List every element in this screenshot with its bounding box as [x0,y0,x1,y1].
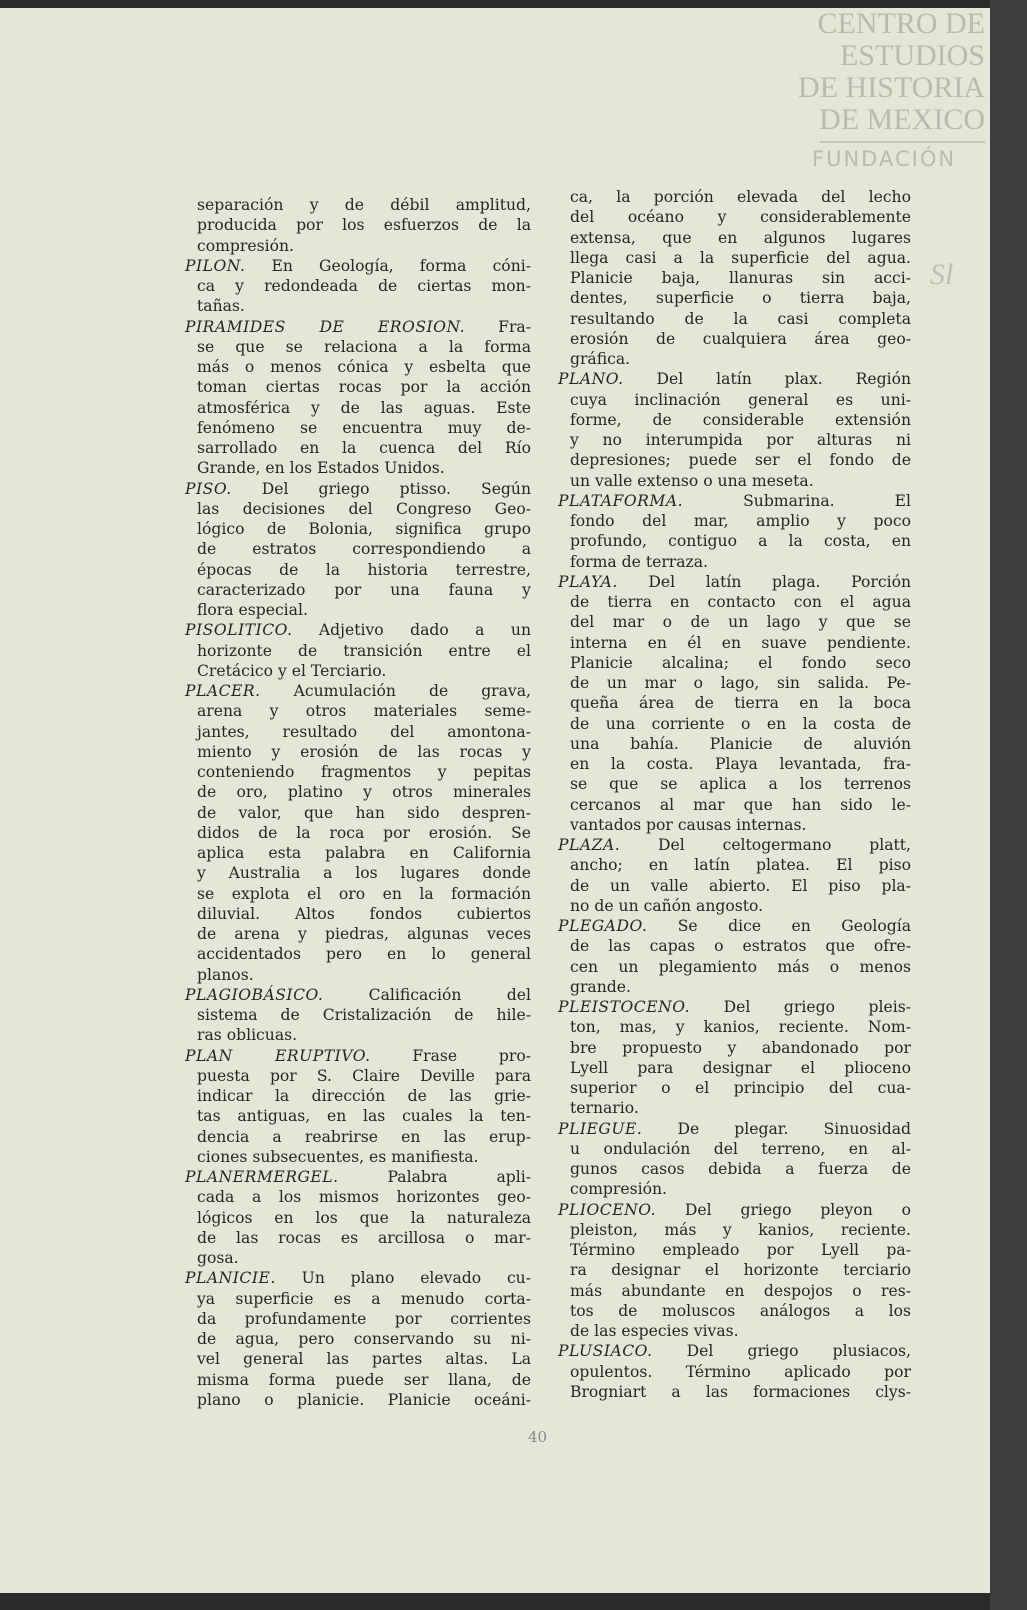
text-line [558,511,911,531]
text-line [185,722,531,742]
entry-headword: PLATAFORMA. [558,491,684,510]
line-text: misma forma puede ser llana, de [197,1370,531,1389]
text-line [185,1127,531,1147]
watermark-institution [780,8,985,136]
text-line [558,309,911,329]
text-line [558,1260,911,1280]
text-line [185,276,531,296]
text-line [185,863,531,883]
text-line [185,1005,531,1025]
line-text: Frase pro- [370,1046,531,1065]
text-line [185,1309,531,1329]
text-line [558,1038,911,1058]
text-line [185,782,531,802]
line-text: un valle extenso o una meseta. [570,471,814,490]
text-line [558,754,911,774]
line-text: de estratos correspondiendo a [197,540,531,559]
line-text: de tierra en contacto con el agua [570,593,911,611]
line-text: Brogniart a las formaciones clys- [570,1382,911,1401]
text-line [185,965,531,985]
line-text: conteniendo fragmentos y pepitas [197,763,531,781]
text-line [558,1382,911,1402]
line-text: Del latín plaga. Porción [617,572,911,591]
line-text: planos. [197,965,254,984]
line-text: profundo, contiguo a la costa, en [570,532,911,551]
entry-headword: PLANERMERGEL. [185,1168,339,1186]
watermark-line: ESTUDIOS [839,39,985,72]
text-line [558,390,911,410]
text-line [185,1147,531,1167]
text-line [558,288,911,308]
text-line [185,438,531,458]
line-text: cuya inclinación general es uni- [570,390,911,409]
text-line [185,884,531,904]
line-text: ra designar el horizonte terciario [570,1261,911,1280]
line-text: lógico de Bolonia, significa grupo [197,520,531,538]
entry-headword: PLIEGUE. [558,1119,643,1138]
line-text: fenómeno se encuentra muy de- [197,418,531,437]
text-line [185,357,531,377]
line-text: Fra- [465,317,531,336]
watermark-line: DE MEXICO [819,103,985,136]
line-text: sarrollado en la cuenca del Río [197,439,531,457]
line-text: épocas de la historia terrestre, [197,560,531,579]
line-text: Del griego pleis- [690,998,911,1016]
text-line [558,349,911,369]
right-text-column [558,187,911,1402]
text-line [558,450,911,470]
text-line [558,855,911,875]
entry-first-line [558,1119,911,1139]
line-text: puesta por S. Claire Deville para [197,1066,531,1085]
text-line [558,1159,911,1179]
line-text: interna en él en suave pendiente. [570,633,911,652]
text-line [558,977,911,997]
text-line [185,1208,531,1228]
watermark-foundation: FUNDACIÓN [812,147,957,171]
line-text: en la costa. Playa levantada, fra- [570,755,911,773]
text-line [558,430,911,450]
watermark-line: DE HISTORIA [798,71,985,104]
text-line [558,329,911,349]
line-text: de las rocas es arcillosa o mar- [197,1228,531,1247]
line-text: fondo del mar, amplio y poco [570,512,911,530]
text-line [185,944,531,964]
page-number: 40 [528,1428,548,1446]
line-text: ancho; en latín platea. El piso [570,856,911,875]
line-text: arena y otros materiales seme- [197,702,531,721]
text-line [185,823,531,843]
line-text: Palabra apli- [338,1168,531,1186]
entry-headword: PLACER. [185,682,261,700]
line-text: atmosférica y de las aguas. Este [197,398,531,417]
entry-first-line [558,1341,911,1361]
entry-headword: PLAZA. [558,836,621,854]
line-text: forma de terraza. [570,552,708,571]
line-text: dentes, superficie o tierra baja, [570,289,911,308]
text-line [558,896,911,916]
text-line [558,471,911,491]
text-line [185,539,531,559]
text-line [558,531,911,551]
text-line [185,1248,531,1268]
line-text: horizonte de transición entre el [197,641,531,660]
text-line [185,519,531,539]
text-line [558,714,911,734]
line-text: Del griego pleyon o [656,1200,911,1219]
line-text: cada a los mismos horizontes geo- [197,1188,531,1207]
text-line [558,592,911,612]
entry-first-line [558,997,911,1017]
entry-headword: PILON. [185,256,246,275]
line-text: Se dice en Geología [647,917,911,935]
line-text: compresión. [197,236,294,255]
line-text: didos de la roca por erosión. Se [197,823,531,842]
text-line [558,410,911,430]
line-text: gráfica. [570,350,631,368]
line-text: Lyell para designar el plioceno [570,1058,911,1077]
line-text: las decisiones del Congreso Geo- [197,499,531,518]
line-text: vantados por causas internas. [570,815,807,834]
document-page [0,8,990,1593]
text-line [558,815,911,835]
text-line [558,734,911,754]
text-line [185,1349,531,1369]
line-text: diluvial. Altos fondos cubiertos [197,904,531,923]
text-line [185,458,531,478]
text-line [185,296,531,316]
text-line [558,1362,911,1382]
line-text: no de un cañón angosto. [570,896,764,915]
text-line [558,268,911,288]
line-text: Planicie alcalina; el fondo seco [570,653,911,672]
line-text: de agua, pero conservando su ni- [197,1330,531,1348]
line-text: accidentados pero en lo general [197,945,531,964]
text-line [558,207,911,227]
text-line [558,187,911,207]
line-text: Cretácico y el Terciario. [197,661,387,680]
entry-first-line [558,1200,911,1220]
text-line [558,957,911,977]
line-text: da profundamente por corrientes [197,1309,531,1328]
line-text: Submarina. El [683,491,911,510]
line-text: de un valle abierto. El piso pla- [570,876,911,895]
line-text: bre propuesto y abandonado por [570,1038,911,1057]
text-line [185,1370,531,1390]
text-line [558,1139,911,1159]
line-text: producida por los esfuerzos de la [197,216,531,235]
text-line [185,661,531,681]
text-line [185,560,531,580]
text-line [185,1187,531,1207]
line-text: de un mar o lago, sin salida. Pe- [570,674,911,692]
entry-first-line [185,1046,531,1066]
entry-headword: PLAYA. [558,572,618,591]
text-line [558,552,911,572]
line-text: miento y erosión de las rocas y [197,742,531,761]
line-text: ca y redondeada de ciertas mon- [197,277,531,295]
line-text: Planicie baja, llanuras sin acci- [570,269,911,287]
line-text: más abundante en despojos o res- [570,1281,911,1300]
line-text: y Australia a los lugares donde [197,864,531,883]
text-line [558,653,911,673]
text-line [558,1321,911,1341]
text-line [185,1066,531,1086]
watermark-line: CENTRO DE [817,7,985,40]
text-line [185,924,531,944]
text-line [185,600,531,620]
entry-first-line [185,479,531,499]
text-line [185,418,531,438]
line-text: se que se aplica a los terrenos [570,775,911,794]
line-text: superior o el principio del cua- [570,1079,911,1097]
line-text: gosa. [197,1249,239,1267]
line-text: del mar o de un lago y que se [570,613,911,632]
entry-first-line [558,491,911,511]
entry-headword: PLIOCENO. [558,1200,657,1219]
line-text: erosión de cualquiera área geo- [570,329,911,348]
line-text: ton, mas, y kanios, reciente. Nom- [570,1018,911,1037]
entry-headword: PLUSIACO. [558,1342,653,1361]
entry-first-line [558,835,911,855]
line-text: En Geología, forma cóni- [245,256,531,275]
text-line [185,641,531,661]
line-text: toman ciertas rocas por la acción [197,378,531,397]
text-line [558,633,911,653]
text-line [558,1220,911,1240]
entry-first-line [185,1268,531,1288]
text-line [558,1098,911,1118]
line-text: aplica esta palabra en California [197,844,531,862]
entry-first-line [185,681,531,701]
line-text: ca, la porción elevada del lecho [570,188,911,206]
text-line [185,398,531,418]
line-text: Adjetivo dado a un [292,621,531,640]
entry-first-line [558,572,911,592]
text-line [185,236,531,256]
line-text: queña área de tierra en la boca [570,694,911,713]
text-line [558,1301,911,1321]
entry-first-line [558,369,911,389]
line-text: Calificación del [323,985,531,1004]
line-text: De plegar. Sinuosidad [642,1119,911,1138]
text-line [185,1329,531,1349]
text-line [558,248,911,268]
scan-edge [990,0,1027,1610]
text-line [558,936,911,956]
text-line [185,843,531,863]
text-line [185,762,531,782]
text-line [185,215,531,235]
entry-first-line [185,620,531,640]
text-line [558,228,911,248]
entry-headword: PISO. [185,479,232,498]
line-text: se explota el oro en la formación [197,884,531,903]
line-text: dencia a reabrirse en las erup- [197,1127,531,1146]
line-text: de las especies vivas. [570,1322,739,1340]
line-text: de oro, platino y otros minerales [197,783,531,802]
line-text: llega casi a la superficie del agua. [570,248,911,267]
line-text: más o menos cónica y esbelta que [197,358,531,376]
text-line [185,377,531,397]
entry-first-line [185,1167,531,1187]
line-text: Acumulación de grava, [260,682,531,700]
entry-headword: PISOLITICO. [185,621,293,640]
entry-headword: PLAGIOBÁSICO. [185,985,324,1004]
line-text: se que se relaciona a la forma [197,337,531,356]
line-text: de las capas o estratos que ofre- [570,937,911,956]
text-line [558,795,911,815]
text-line [558,1078,911,1098]
entry-headword: PLAN ERUPTIVO. [185,1046,371,1065]
text-line [185,742,531,762]
line-text: cen un plegamiento más o menos [570,957,911,976]
line-text: tañas. [197,297,245,316]
line-text: flora especial. [197,601,308,619]
line-text: cercanos al mar que han sido le- [570,795,911,814]
text-line [185,1106,531,1126]
watermark-signature: Sl [930,258,954,291]
text-line [185,1289,531,1309]
line-text: Del latín plax. Región [623,370,911,389]
watermark-divider [820,141,985,143]
entry-first-line [185,317,531,337]
line-text: ya superficie es a menudo corta- [197,1289,531,1308]
line-text: ciones subsecuentes, es manifiesta. [197,1147,479,1166]
text-line [185,1025,531,1045]
line-text: caracterizado por una fauna y [197,580,531,599]
line-text: una bahía. Planicie de aluvión [570,734,911,753]
line-text: depresiones; puede ser el fondo de [570,451,911,470]
line-text: compresión. [570,1180,667,1199]
left-text-column [185,195,531,1410]
text-line [558,673,911,693]
entry-first-line [558,916,911,936]
line-text: de arena y piedras, algunas veces [197,925,531,943]
line-text: de una corriente o en la costa de [570,714,911,733]
line-text: ternario. [570,1099,639,1118]
line-text: Un plano elevado cu- [275,1269,531,1288]
line-text: separación y de débil amplitud, [197,196,531,214]
text-line [558,1281,911,1301]
text-line [558,693,911,713]
line-text: Grande, en los Estados Unidos. [197,459,445,478]
entry-first-line [185,256,531,276]
line-text: pleiston, más y kanios, reciente. [570,1220,911,1239]
entry-headword: PLEISTOCENO. [558,998,691,1016]
line-text: gunos casos debida a fuerza de [570,1160,911,1178]
text-line [185,701,531,721]
text-line [185,499,531,519]
text-line [558,1058,911,1078]
text-line [185,803,531,823]
line-text: forme, de considerable extensión [570,410,911,429]
text-line [185,1086,531,1106]
text-line [185,1390,531,1410]
line-text: Del celtogermano platt, [620,836,911,854]
line-text: lógicos en los que la naturaleza [197,1208,531,1227]
text-line [558,1240,911,1260]
line-text: grande. [570,977,631,996]
text-line [185,1228,531,1248]
line-text: Del griego plusiacos, [652,1342,911,1361]
line-text: y no interumpida por alturas ni [570,431,911,449]
line-text: sistema de Cristalización de hile- [197,1006,531,1024]
line-text: opulentos. Término aplicado por [570,1362,911,1381]
text-line [185,337,531,357]
text-line [558,876,911,896]
entry-headword: PLANICIE. [185,1269,276,1288]
line-text: tos de moluscos análogos a los [570,1301,911,1320]
text-line [558,774,911,794]
line-text: del océano y considerablemente [570,208,911,227]
text-line [558,1179,911,1199]
text-line [185,580,531,600]
text-line [185,904,531,924]
line-text: jantes, resultado del amontona- [197,722,531,741]
line-text: extensa, que en algunos lugares [570,228,911,247]
text-line [185,195,531,215]
text-line [558,612,911,632]
line-text: resultando de la casi completa [570,309,911,328]
line-text: vel general las partes altas. La [197,1350,531,1369]
entry-headword: PLEGADO. [558,917,648,935]
line-text: de valor, que han sido despren- [197,803,531,822]
line-text: u ondulación del terreno, en al- [570,1139,911,1158]
line-text: tas antiguas, en las cuales la ten- [197,1107,531,1126]
line-text: Del griego ptisso. Según [231,479,531,498]
line-text: plano o planicie. Planicie oceáni- [197,1390,531,1409]
line-text: indicar la dirección de las grie- [197,1087,531,1105]
line-text: Término empleado por Lyell pa- [570,1241,911,1259]
text-line [558,1017,911,1037]
entry-headword: PLANO. [558,370,624,389]
entry-first-line [185,985,531,1005]
entry-headword: PIRAMIDES DE EROSION. [185,317,466,336]
line-text: ras oblicuas. [197,1026,298,1045]
